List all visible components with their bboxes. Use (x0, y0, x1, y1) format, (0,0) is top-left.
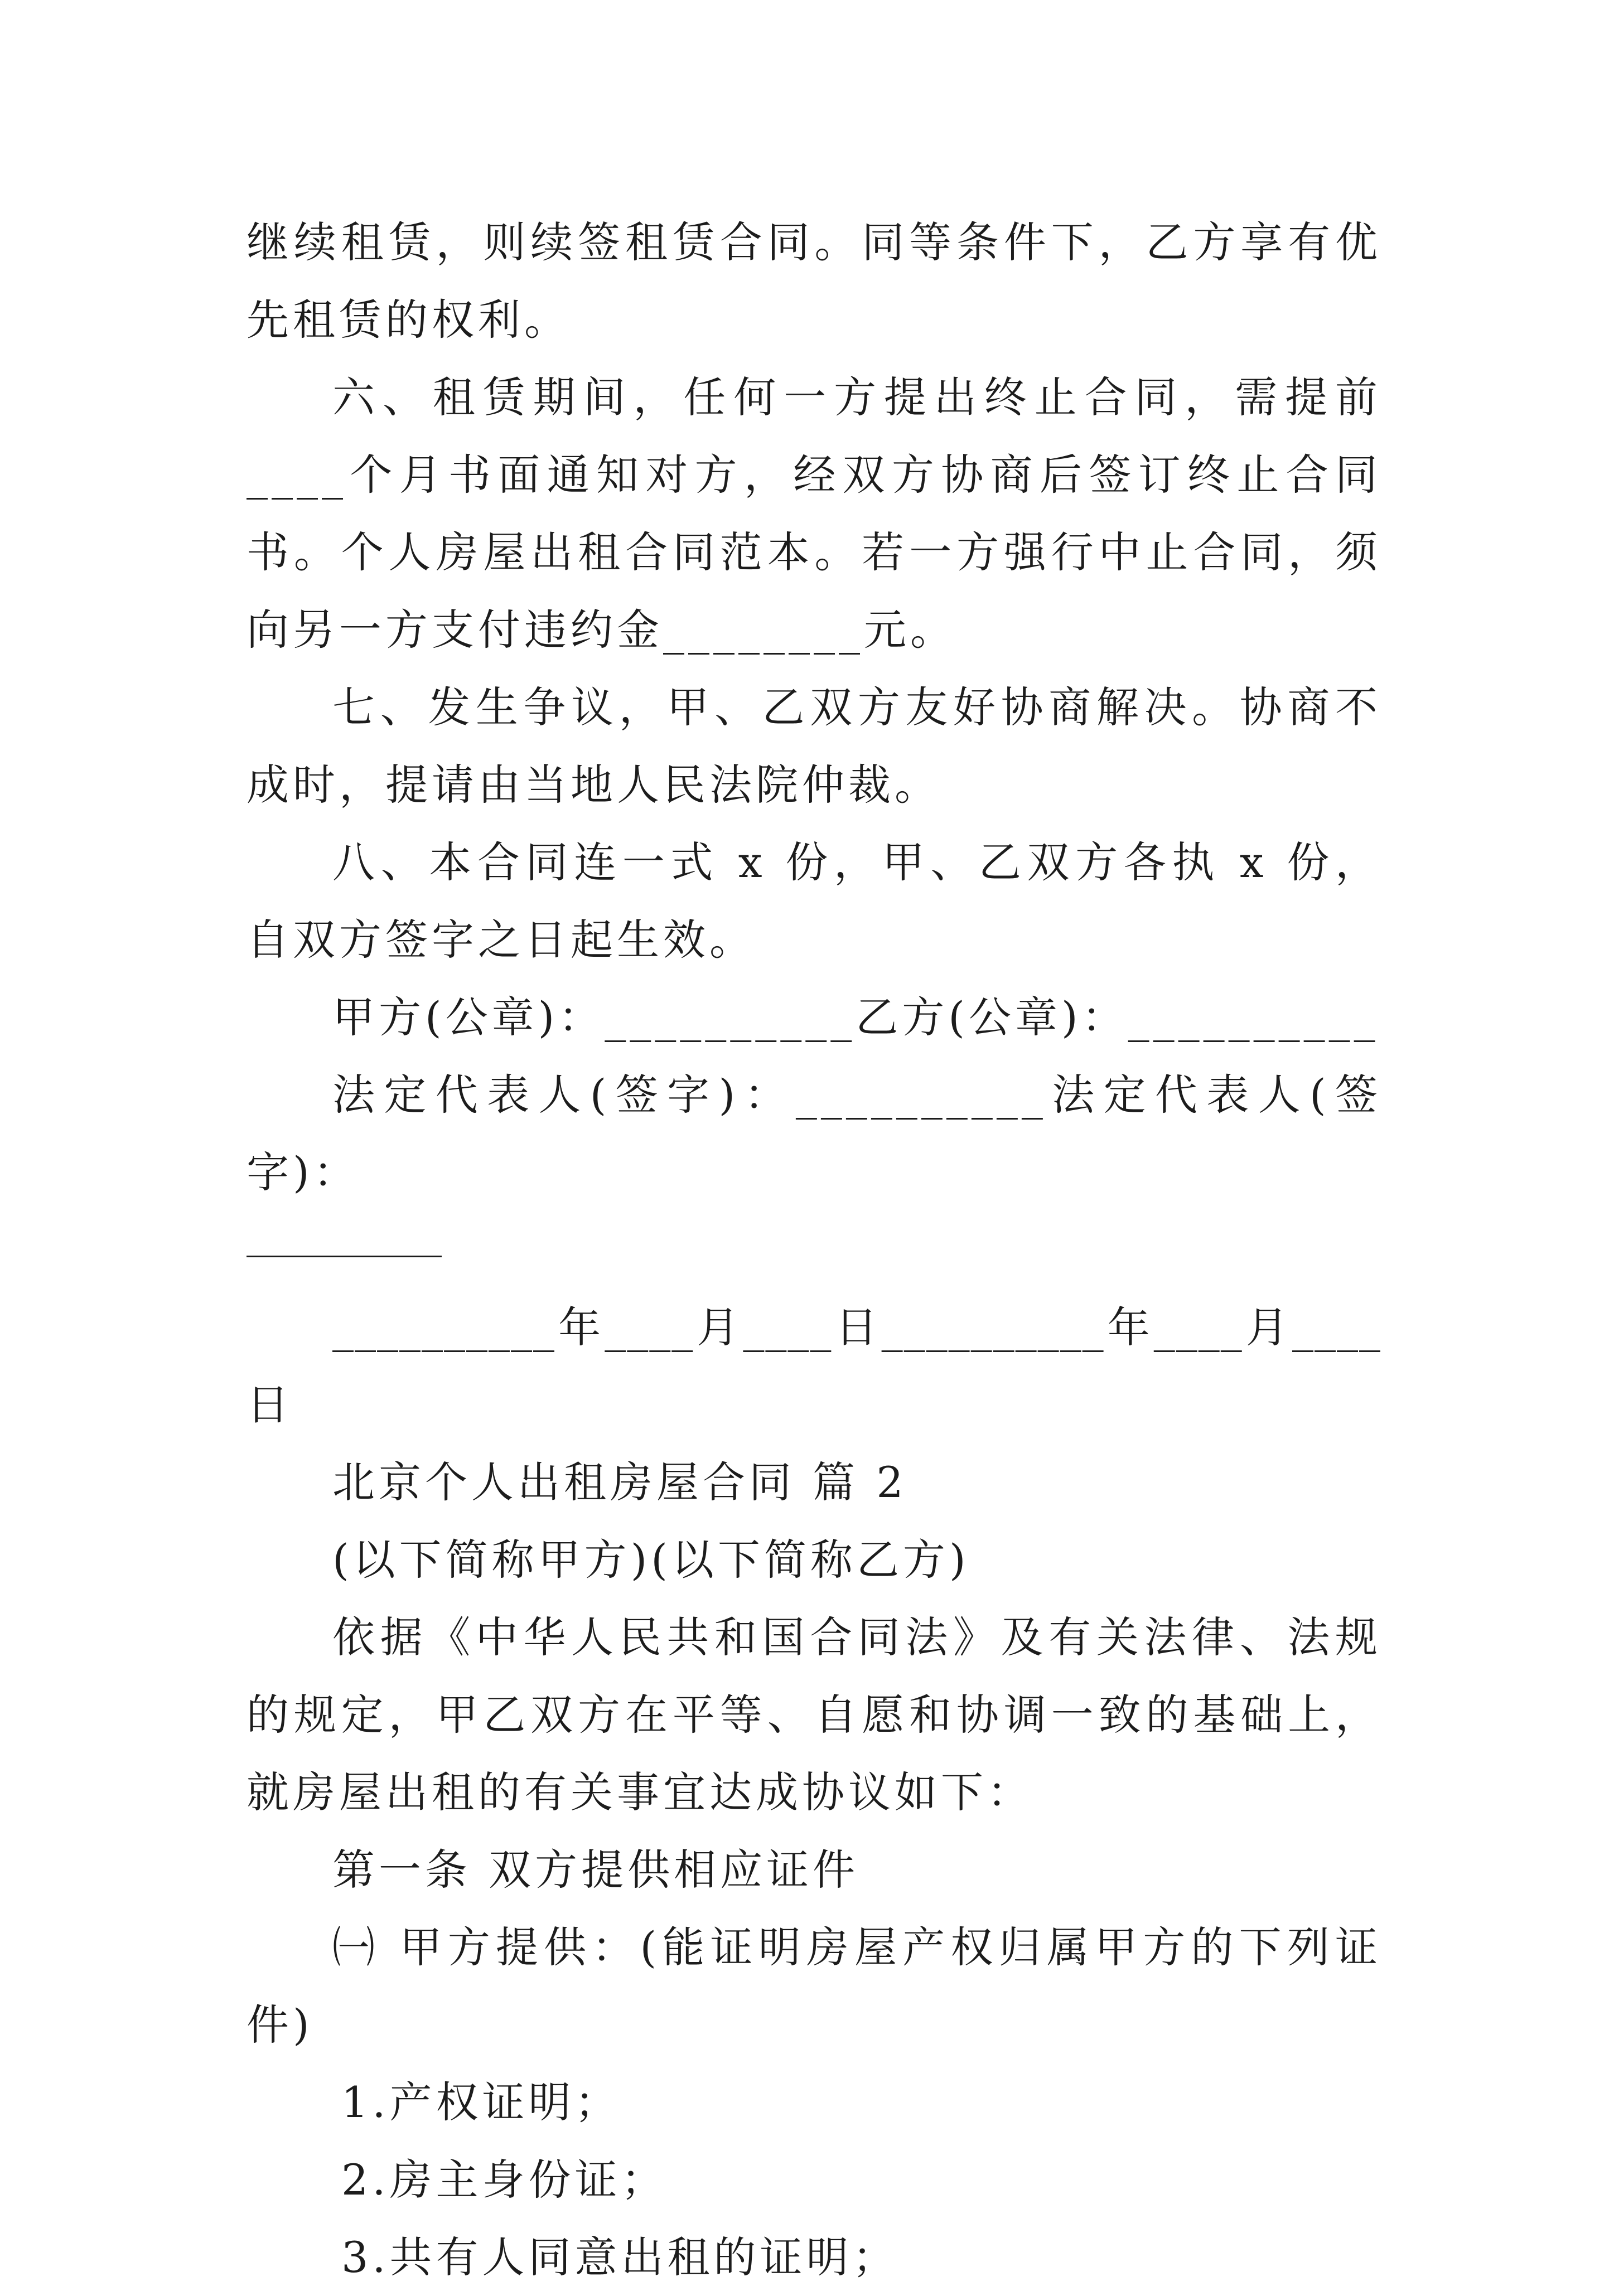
list-item: 1.产权证明； (341, 2077, 621, 2127)
signature-blank-line (247, 1211, 1381, 1289)
party-definitions: (以下简称甲方)(以下简称乙方) (332, 1535, 970, 1585)
signature-blank-rule (247, 1256, 442, 1257)
document-body (247, 204, 1381, 2296)
clause-7: 七、发生争议，甲、乙双方友好协商解决。协商不成时，提请由当地人民法院仲裁。 (247, 682, 1381, 810)
section-title: 北京个人出租房屋合同 篇 2 (332, 1457, 907, 1507)
article-1-heading: 第一条 双方提供相应证件 (332, 1845, 859, 1895)
clause-6: 六、租赁期间，任何一方提出终止合同，需提前____个月书面通知对方，经双方协商后签订终止合同书。个人房屋出租合同范本。若一方强行中止合同，须向另一方支付违约金________元。 (247, 372, 1381, 655)
signature-dates: __________年____月____日__________年____月____日 (247, 1302, 1381, 1430)
signature-party-seals: 甲方(公章)：__________乙方(公章)：__________ (332, 992, 1379, 1042)
paragraph-continuation: 继续租赁，则续签租赁合同。同等条件下，乙方享有优先租赁的权利。 (247, 217, 1381, 345)
signature-legal-representatives: 法定代表人(签字)：__________法定代表人(签字)： (247, 1070, 1381, 1197)
list-item: 3.共有人同意出租的证明； (341, 2232, 899, 2282)
list-item: 2.房主身份证； (341, 2155, 668, 2205)
clause-8: 八、本合同连一式 x 份，甲、乙双方各执 x 份，自双方签字之日起生效。 (247, 837, 1381, 965)
preamble: 依据《中华人民共和国合同法》及有关法律、法规的规定，甲乙双方在平等、自愿和协调一致的基础上，就房屋出租的有关事宜达成协议如下： (247, 1612, 1381, 1817)
article-1-party-a-documents: ㈠ 甲方提供：(能证明房屋产权归属甲方的下列证件) (247, 1922, 1381, 2050)
